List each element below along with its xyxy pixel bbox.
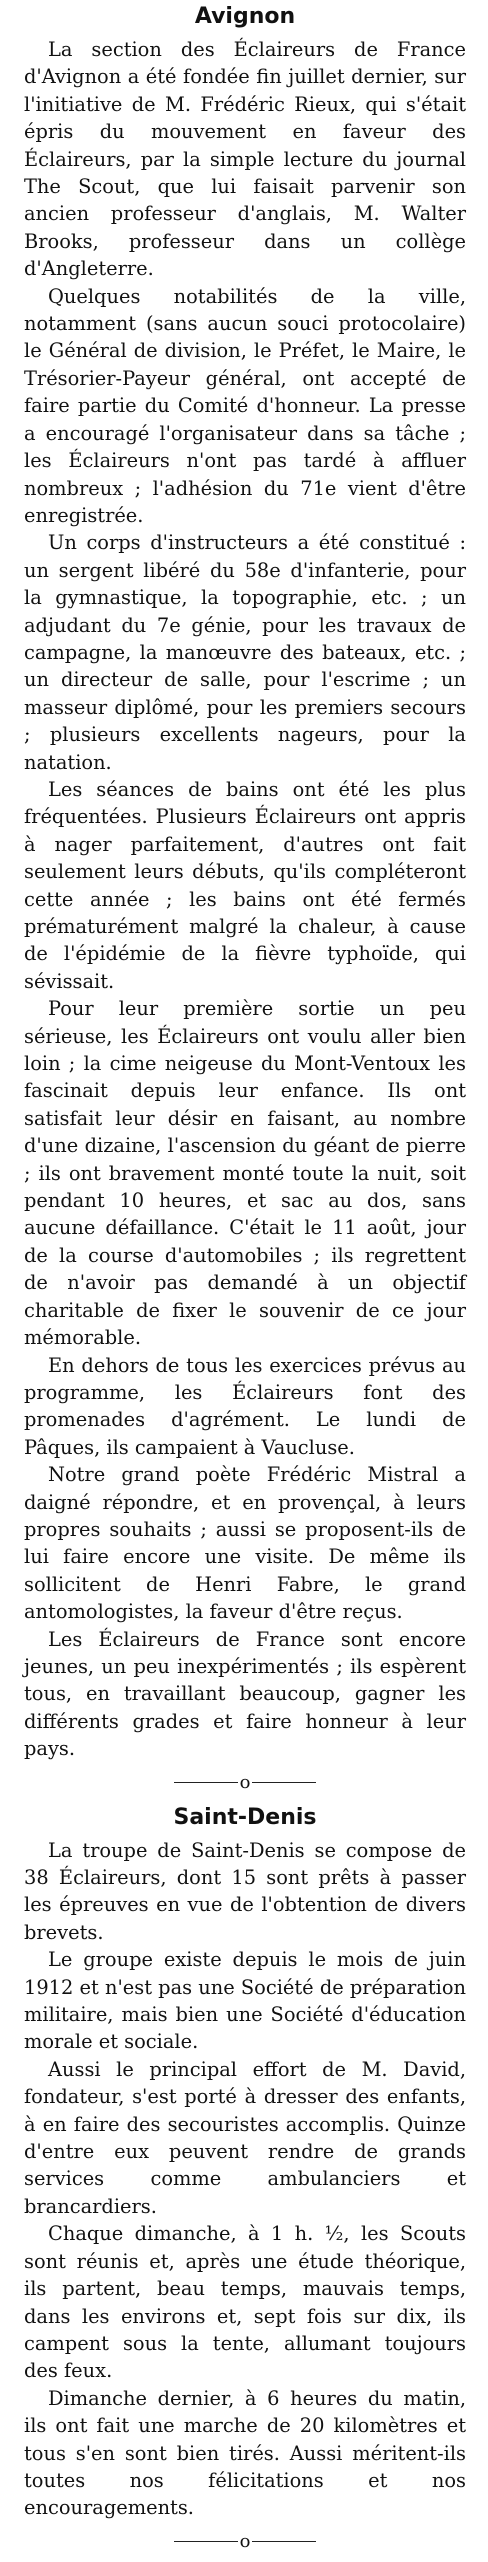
section-separator bbox=[24, 1769, 466, 1797]
article-title: Saint-Denis bbox=[173, 1804, 317, 1830]
section-separator bbox=[24, 2528, 466, 2556]
separator-ornament: o bbox=[239, 1771, 251, 1793]
paragraph: En dehors de tous les exercices prévus au programme, les Éclaireurs font des promenades d'agrément. Le lundi de Pâques, ils campaient à Vaucluse. bbox=[24, 1353, 466, 1459]
paragraph: Notre grand poète Frédéric Mistral a daigné répondre, et en provençal, à leurs propres souhaits ; aussi se proposent-ils de lui faire encore une visite. De même ils sollicitent de Henri Fabre, le grand antomologistes, la faveur d'être reçus. bbox=[24, 1463, 466, 1624]
paragraph: Aussi le principal effort de M. David, fondateur, s'est porté à dresser des enfants, à en faire des secouristes accomplis. Quinze d'entre eux peuvent rendre de grands services comme ambulanciers et brancardiers. bbox=[24, 2057, 466, 2218]
paragraph: Le groupe existe depuis le mois de juin 1912 et n'est pas une Société de préparation militaire, mais bien une Société d'éducation morale et sociale. bbox=[24, 1948, 466, 2054]
paragraph: La section des Éclaireurs de France d'Avignon a été fondée fin juillet dernier, sur l'initiative de M. Frédéric Rieux, qui s'était épris du mouvement en faveur des Éclaireurs, par la simple lecture du journal The Scout, que lui faisait parvenir son ancien professeur d'anglais, M. Walter Brooks, professeur dans un collège d'Angleterre. bbox=[24, 38, 466, 281]
separator-rule bbox=[252, 1782, 316, 1783]
paragraph: Quelques notabilités de la ville, notamment (sans aucun souci protocolaire) le Général de division, le Préfet, le Maire, le Trésorier-Payeur général, ont accepté de faire partie du Comité d'honneur. La presse a encouragé l'organisateur dans sa tâche ; les Éclaireurs n'ont pas tardé à affluer nombreux ; l'adhésion du 71e vient d'être enregistrée. bbox=[24, 284, 466, 527]
paragraph: Chaque dimanche, à 1 h. ½, les Scouts sont réunis et, après une étude théorique, ils partent, beau temps, mauvais temps, dans les environs et, sept fois sur dix, ils campent sous la tente, allumant toujours des feux. bbox=[24, 2222, 466, 2383]
separator-rule bbox=[174, 2541, 238, 2542]
separator-rule bbox=[174, 1782, 238, 1783]
newspaper-page bbox=[0, 2, 488, 2562]
paragraph: Pour leur première sortie un peu sérieuse, les Éclaireurs ont voulu aller bien loin ; la cime neigeuse du Mont-Ventoux les fascinait depuis leur enfance. Ils ont satisfait leur désir en faisant, au nombre d'une dizaine, l'ascension du géant de pierre ; ils ont bravement monté toute la nuit, soit pendant 10 heures, et sac au dos, sans aucune défaillance. C'était le 11 août, jour de la course d'automobiles ; ils regrettent de n'avoir pas demandé à un objectif charitable de fixer le souvenir de ce jour mémorable. bbox=[24, 997, 466, 1350]
article-saint-denis bbox=[24, 1803, 466, 2522]
paragraph: Les Éclaireurs de France sont encore jeunes, un peu inexpérimentés ; ils espèrent tous, en travaillant beaucoup, gagner les différents grades et faire honneur à leur pays. bbox=[24, 1627, 466, 1761]
paragraph: Un corps d'instructeurs a été constitué : un sergent libéré du 58e d'infanterie, pour la gymnastique, la topographie, etc. ; un adjudant du 7e génie, pour les travaux de campagne, la manœuvre des bateaux, etc. ; un directeur de salle, pour l'escrime ; un masseur diplômé, pour les premiers secours ; plusieurs excellents nageurs, pour la natation. bbox=[24, 531, 466, 774]
paragraph: La troupe de Saint-Denis se compose de 38 Éclaireurs, dont 15 sont prêts à passer les épreuves en vue de l'obtention de divers brevets. bbox=[24, 1838, 466, 1944]
article-avignon bbox=[24, 2, 466, 1763]
paragraph: Les séances de bains ont été les plus fréquentées. Plusieurs Éclaireurs ont appris à nager parfaitement, d'autres ont fait seulement leurs débuts, qu'ils compléteront cette année ; les bains ont été fermés prématurément malgré la chaleur, à cause de l'épidémie de la fièvre typhoïde, qui sévissait. bbox=[24, 777, 466, 993]
paragraph: Dimanche dernier, à 6 heures du matin, ils ont fait une marche de 20 kilomètres et tous s'en sont bien tirés. Aussi méritent-ils toutes nos félicitations et nos encouragements. bbox=[24, 2386, 466, 2520]
separator-rule bbox=[252, 2541, 316, 2542]
article-title: Avignon bbox=[194, 4, 296, 29]
separator-ornament: o bbox=[239, 2530, 251, 2552]
